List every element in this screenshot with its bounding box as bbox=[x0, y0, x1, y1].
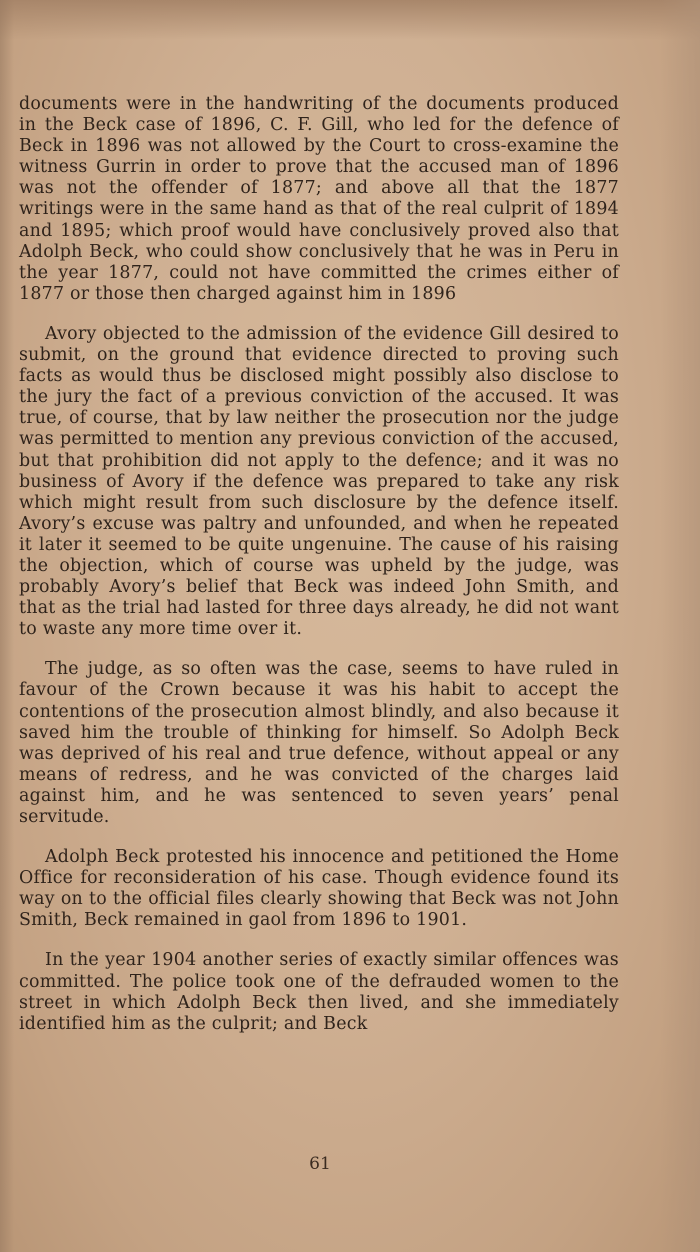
body-text bbox=[19, 94, 619, 1054]
paragraph-avory-objection: Avory objected to the admission of the evidence Gill desired to submit, on the ground that evidence directed to proving such facts as would thus be disclosed might possibly also disclose to the jury the fact of a previous conviction of the accused. It was true, of course, that by law neither the prosecution nor the judge was permitted to mention any previous conviction of the accused, but that prohibition did not apply to the defence; and it was no business of Avory if the defence was prepared to take any risk which might result from such disclosure by the defence itself. Avory’s excuse was paltry and unfounded, and when he repeated it later it seemed to be quite ungenuine. The cause of his raising the objection, which of course was upheld by the judge, was probably Avory’s belief that Beck was indeed John Smith, and that as the trial had lasted for three days already, he did not want to waste any more time over it. bbox=[19, 323, 619, 640]
paragraph-1904-offences: In the year 1904 another series of exactly similar offences was committed. The police took one of the defrauded women to the street in which Adolph Beck then lived, and she immediately identified him as the culprit; and Beck bbox=[19, 950, 619, 1034]
paragraph-beck-protest: Adolph Beck protested his innocence and petitioned the Home Office for reconsideration of his case. Though evidence found its way on to the official files clearly showing that Beck was not John Smith, Beck remained in gaol from 1896 to 1901. bbox=[19, 847, 619, 931]
paragraph-continued: documents were in the handwriting of the documents produced in the Beck case of 1896, C. F. Gill, who led for the defence of Beck in 1896 was not allowed by the Court to cross-examine the witness Gurrin in order to prove that the accused man of 1896 was not the offender of 1877; and above all that the 1877 writings were in the same hand as that of the real culprit of 1894 and 1895; which proof would have conclusively proved also that Adolph Beck, who could show conclusively that he was in Peru in the year 1877, could not have committed the crimes either of 1877 or those then charged against him in 1896 bbox=[19, 94, 619, 304]
page-right-edge bbox=[660, 0, 700, 1252]
paragraph-judge-ruling: The judge, as so often was the case, seems to have ruled in favour of the Crown because it was his habit to accept the contentions of the prosecution almost blindly, and also because it saved him the trouble of thinking for himself. So Adolph Beck was deprived of his real and true defence, without appeal or any means of redress, and he was convicted of the charges laid against him, and he was sentenced to seven years’ penal servitude. bbox=[19, 659, 619, 827]
page-left-edge bbox=[0, 0, 14, 1252]
page-top-edge bbox=[0, 0, 700, 40]
page-number: 61 bbox=[309, 1154, 331, 1174]
